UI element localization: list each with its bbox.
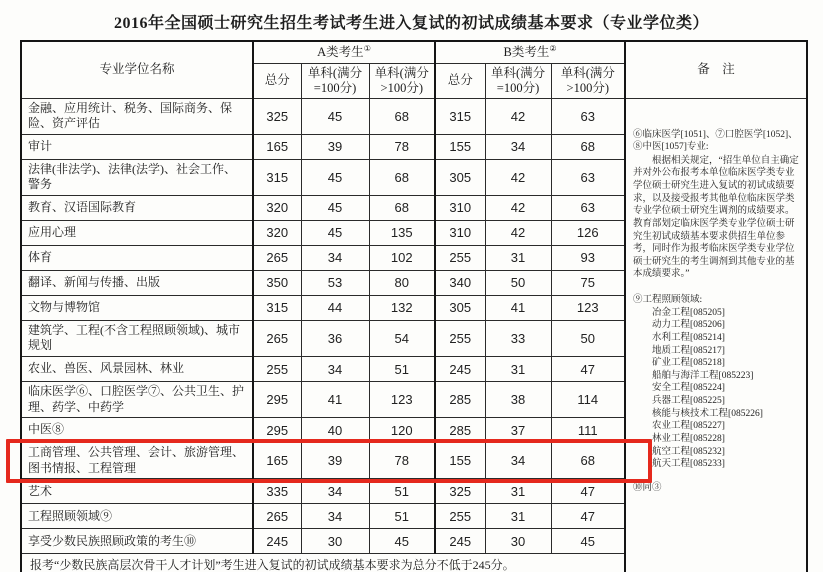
b-eq100: 31 bbox=[485, 245, 551, 270]
note2-item: 农业工程[085227] bbox=[652, 421, 725, 432]
note2-item: 水利工程[085214] bbox=[652, 332, 725, 343]
degree-name: 艺术 bbox=[21, 479, 253, 504]
a-total: 325 bbox=[253, 98, 301, 134]
a-eq100: 44 bbox=[301, 295, 369, 320]
b-eq100: 42 bbox=[485, 159, 551, 195]
b-gt100: 68 bbox=[551, 134, 625, 159]
b-gt100: 126 bbox=[551, 220, 625, 245]
b-eq100: 34 bbox=[485, 134, 551, 159]
degree-name: 体育 bbox=[21, 245, 253, 270]
note2-item: 动力工程[085206] bbox=[652, 320, 725, 331]
a-eq100: 53 bbox=[301, 270, 369, 295]
a-gt100: 120 bbox=[369, 418, 435, 443]
a-gt100: 68 bbox=[369, 159, 435, 195]
b-gt100: 45 bbox=[551, 529, 625, 554]
remarks-note1 bbox=[633, 129, 800, 282]
b-total: 245 bbox=[435, 529, 485, 554]
a-eq100: 41 bbox=[301, 382, 369, 418]
b-total: 285 bbox=[435, 418, 485, 443]
degree-name: 法律(非法学)、法律(法学)、社会工作、警务 bbox=[21, 159, 253, 195]
a-total: 265 bbox=[253, 320, 301, 356]
note2-item: 船舶与海洋工程[085223] bbox=[652, 370, 754, 381]
a-gt100: 102 bbox=[369, 245, 435, 270]
b-total: 155 bbox=[435, 134, 485, 159]
b-gt100: 68 bbox=[551, 443, 625, 479]
b-eq100: 30 bbox=[485, 529, 551, 554]
a-total: 320 bbox=[253, 220, 301, 245]
header-group-a bbox=[253, 41, 435, 63]
a-gt100: 51 bbox=[369, 357, 435, 382]
a-gt100: 45 bbox=[369, 529, 435, 554]
b-total: 315 bbox=[435, 98, 485, 134]
b-eq100: 31 bbox=[485, 479, 551, 504]
a-total: 350 bbox=[253, 270, 301, 295]
b-total: 325 bbox=[435, 479, 485, 504]
b-total: 255 bbox=[435, 504, 485, 529]
b-eq100: 34 bbox=[485, 443, 551, 479]
a-eq100: 45 bbox=[301, 159, 369, 195]
a-eq100: 34 bbox=[301, 479, 369, 504]
header-a-eq100: 单科(满分=100分) bbox=[301, 63, 369, 98]
a-total: 315 bbox=[253, 159, 301, 195]
note2-item: 核能与核技术工程[085226] bbox=[652, 408, 763, 419]
degree-name: 工程照顾领域⑨ bbox=[21, 504, 253, 529]
a-total: 245 bbox=[253, 529, 301, 554]
a-gt100: 123 bbox=[369, 382, 435, 418]
a-eq100: 34 bbox=[301, 357, 369, 382]
degree-name: 享受少数民族照顾政策的考生⑩ bbox=[21, 529, 253, 554]
b-eq100: 31 bbox=[485, 357, 551, 382]
a-total: 165 bbox=[253, 443, 301, 479]
group-a-label: A类考生 bbox=[317, 45, 364, 60]
b-eq100: 42 bbox=[485, 220, 551, 245]
b-gt100: 63 bbox=[551, 195, 625, 220]
header-row-groups bbox=[21, 41, 807, 63]
a-gt100: 80 bbox=[369, 270, 435, 295]
a-eq100: 45 bbox=[301, 220, 369, 245]
scores-table bbox=[20, 40, 808, 572]
b-total: 340 bbox=[435, 270, 485, 295]
header-group-b bbox=[435, 41, 625, 63]
b-total: 255 bbox=[435, 320, 485, 356]
a-gt100: 68 bbox=[369, 195, 435, 220]
a-total: 265 bbox=[253, 245, 301, 270]
header-degree-name bbox=[21, 41, 253, 98]
b-eq100: 37 bbox=[485, 418, 551, 443]
degree-name: 建筑学、工程(不含工程照顾领域)、城市规划 bbox=[21, 320, 253, 356]
b-eq100: 50 bbox=[485, 270, 551, 295]
b-gt100: 93 bbox=[551, 245, 625, 270]
a-eq100: 30 bbox=[301, 529, 369, 554]
degree-name: 教育、汉语国际教育 bbox=[21, 195, 253, 220]
b-eq100: 31 bbox=[485, 504, 551, 529]
remarks-cell bbox=[625, 98, 807, 572]
degree-name: 文物与博物馆 bbox=[21, 295, 253, 320]
page-title: 2016年全国硕士研究生招生考试考生进入复试的初试成绩基本要求（专业学位类） bbox=[113, 15, 709, 32]
a-total: 315 bbox=[253, 295, 301, 320]
header-a-total: 总分 bbox=[253, 63, 301, 98]
b-total: 310 bbox=[435, 195, 485, 220]
group-b-label: B类考生 bbox=[503, 45, 550, 60]
a-eq100: 36 bbox=[301, 320, 369, 356]
group-b-footnote-mark: ② bbox=[549, 44, 557, 54]
degree-name: 临床医学⑥、口腔医学⑦、公共卫生、护理、药学、中药学 bbox=[21, 382, 253, 418]
a-gt100: 132 bbox=[369, 295, 435, 320]
a-eq100: 45 bbox=[301, 98, 369, 134]
b-eq100: 41 bbox=[485, 295, 551, 320]
note2-item: 冶金工程[085205] bbox=[652, 307, 725, 318]
b-total: 305 bbox=[435, 295, 485, 320]
b-total: 305 bbox=[435, 159, 485, 195]
a-total: 335 bbox=[253, 479, 301, 504]
note2-list bbox=[633, 307, 800, 471]
note2-item: 地质工程[085217] bbox=[652, 345, 725, 356]
header-b-eq100: 单科(满分=100分) bbox=[485, 63, 551, 98]
table-row bbox=[21, 98, 807, 134]
footnote-minority-plan: 报考“少数民族高层次骨干人才计划”考生进入复试的初试成绩基本要求为总分不低于245分。 bbox=[21, 554, 625, 572]
header-remarks: 备 注 bbox=[625, 41, 807, 98]
b-gt100: 75 bbox=[551, 270, 625, 295]
note2-item: 林业工程[085228] bbox=[652, 433, 725, 444]
b-total: 285 bbox=[435, 382, 485, 418]
b-eq100: 33 bbox=[485, 320, 551, 356]
a-total: 265 bbox=[253, 504, 301, 529]
b-total: 155 bbox=[435, 443, 485, 479]
a-eq100: 39 bbox=[301, 443, 369, 479]
b-gt100: 123 bbox=[551, 295, 625, 320]
group-a-footnote-mark: ① bbox=[363, 44, 371, 54]
table-body bbox=[21, 98, 807, 572]
a-total: 255 bbox=[253, 357, 301, 382]
header-b-gt100: 单科(满分>100分) bbox=[551, 63, 625, 98]
header-degree-name-label: 专业学位名称 bbox=[99, 62, 175, 77]
a-gt100: 54 bbox=[369, 320, 435, 356]
b-gt100: 47 bbox=[551, 357, 625, 382]
degree-name: 农业、兽医、风景园林、林业 bbox=[21, 357, 253, 382]
b-gt100: 47 bbox=[551, 479, 625, 504]
note2-item: 安全工程[085224] bbox=[652, 383, 725, 394]
b-total: 245 bbox=[435, 357, 485, 382]
remarks-note3: ⑩同③ bbox=[633, 482, 662, 493]
a-eq100: 45 bbox=[301, 195, 369, 220]
a-gt100: 78 bbox=[369, 443, 435, 479]
b-gt100: 47 bbox=[551, 504, 625, 529]
b-gt100: 63 bbox=[551, 98, 625, 134]
note1-title: ⑥临床医学[1051]、⑦口腔医学[1052]、⑧中医[1057]专业: bbox=[633, 129, 798, 153]
b-gt100: 50 bbox=[551, 320, 625, 356]
degree-name: 翻译、新闻与传播、出版 bbox=[21, 270, 253, 295]
b-total: 255 bbox=[435, 245, 485, 270]
b-eq100: 38 bbox=[485, 382, 551, 418]
note2-item: 航天工程[085233] bbox=[652, 459, 725, 470]
degree-name: 金融、应用统计、税务、国际商务、保险、资产评估 bbox=[21, 98, 253, 134]
b-total: 310 bbox=[435, 220, 485, 245]
header-a-gt100: 单科(满分>100分) bbox=[369, 63, 435, 98]
a-total: 295 bbox=[253, 418, 301, 443]
degree-name: 审计 bbox=[21, 134, 253, 159]
a-eq100: 39 bbox=[301, 134, 369, 159]
table-header bbox=[21, 41, 807, 98]
a-gt100: 78 bbox=[369, 134, 435, 159]
b-eq100: 42 bbox=[485, 195, 551, 220]
b-gt100: 114 bbox=[551, 382, 625, 418]
note1-body: 根据相关规定，“招生单位自主确定并对外公布报考本单位临床医学类专业学位硕士研究生进入复试的初试成绩要求，以及接受报考其他单位临床医学类专业学位硕士研究生调剂的成绩要求。教育部划定临床医学类专业学位硕士研究生初试成绩基本要求供招生单位参考，同时作为报考临床医学类专业学位硕士研究生的考生调剂到其他专业的基本成绩要求。” bbox=[633, 155, 799, 280]
degree-name: 中医⑧ bbox=[21, 418, 253, 443]
degree-name: 应用心理 bbox=[21, 220, 253, 245]
b-eq100: 42 bbox=[485, 98, 551, 134]
a-gt100: 68 bbox=[369, 98, 435, 134]
header-b-total: 总分 bbox=[435, 63, 485, 98]
a-total: 165 bbox=[253, 134, 301, 159]
a-total: 320 bbox=[253, 195, 301, 220]
a-gt100: 51 bbox=[369, 504, 435, 529]
note2-item: 兵器工程[085225] bbox=[652, 396, 725, 406]
a-gt100: 135 bbox=[369, 220, 435, 245]
b-gt100: 111 bbox=[551, 418, 625, 443]
note2-title: ⑨工程照顾领域: bbox=[633, 295, 703, 305]
note2-item: 航空工程[085232] bbox=[652, 446, 725, 457]
b-gt100: 63 bbox=[551, 159, 625, 195]
note2-item: 矿业工程[085218] bbox=[652, 358, 725, 369]
a-eq100: 40 bbox=[301, 418, 369, 443]
a-total: 295 bbox=[253, 382, 301, 418]
remarks-note2 bbox=[633, 294, 800, 471]
a-eq100: 34 bbox=[301, 245, 369, 270]
degree-name: 工商管理、公共管理、会计、旅游管理、图书情报、工程管理 bbox=[21, 443, 253, 479]
a-eq100: 34 bbox=[301, 504, 369, 529]
a-gt100: 51 bbox=[369, 479, 435, 504]
